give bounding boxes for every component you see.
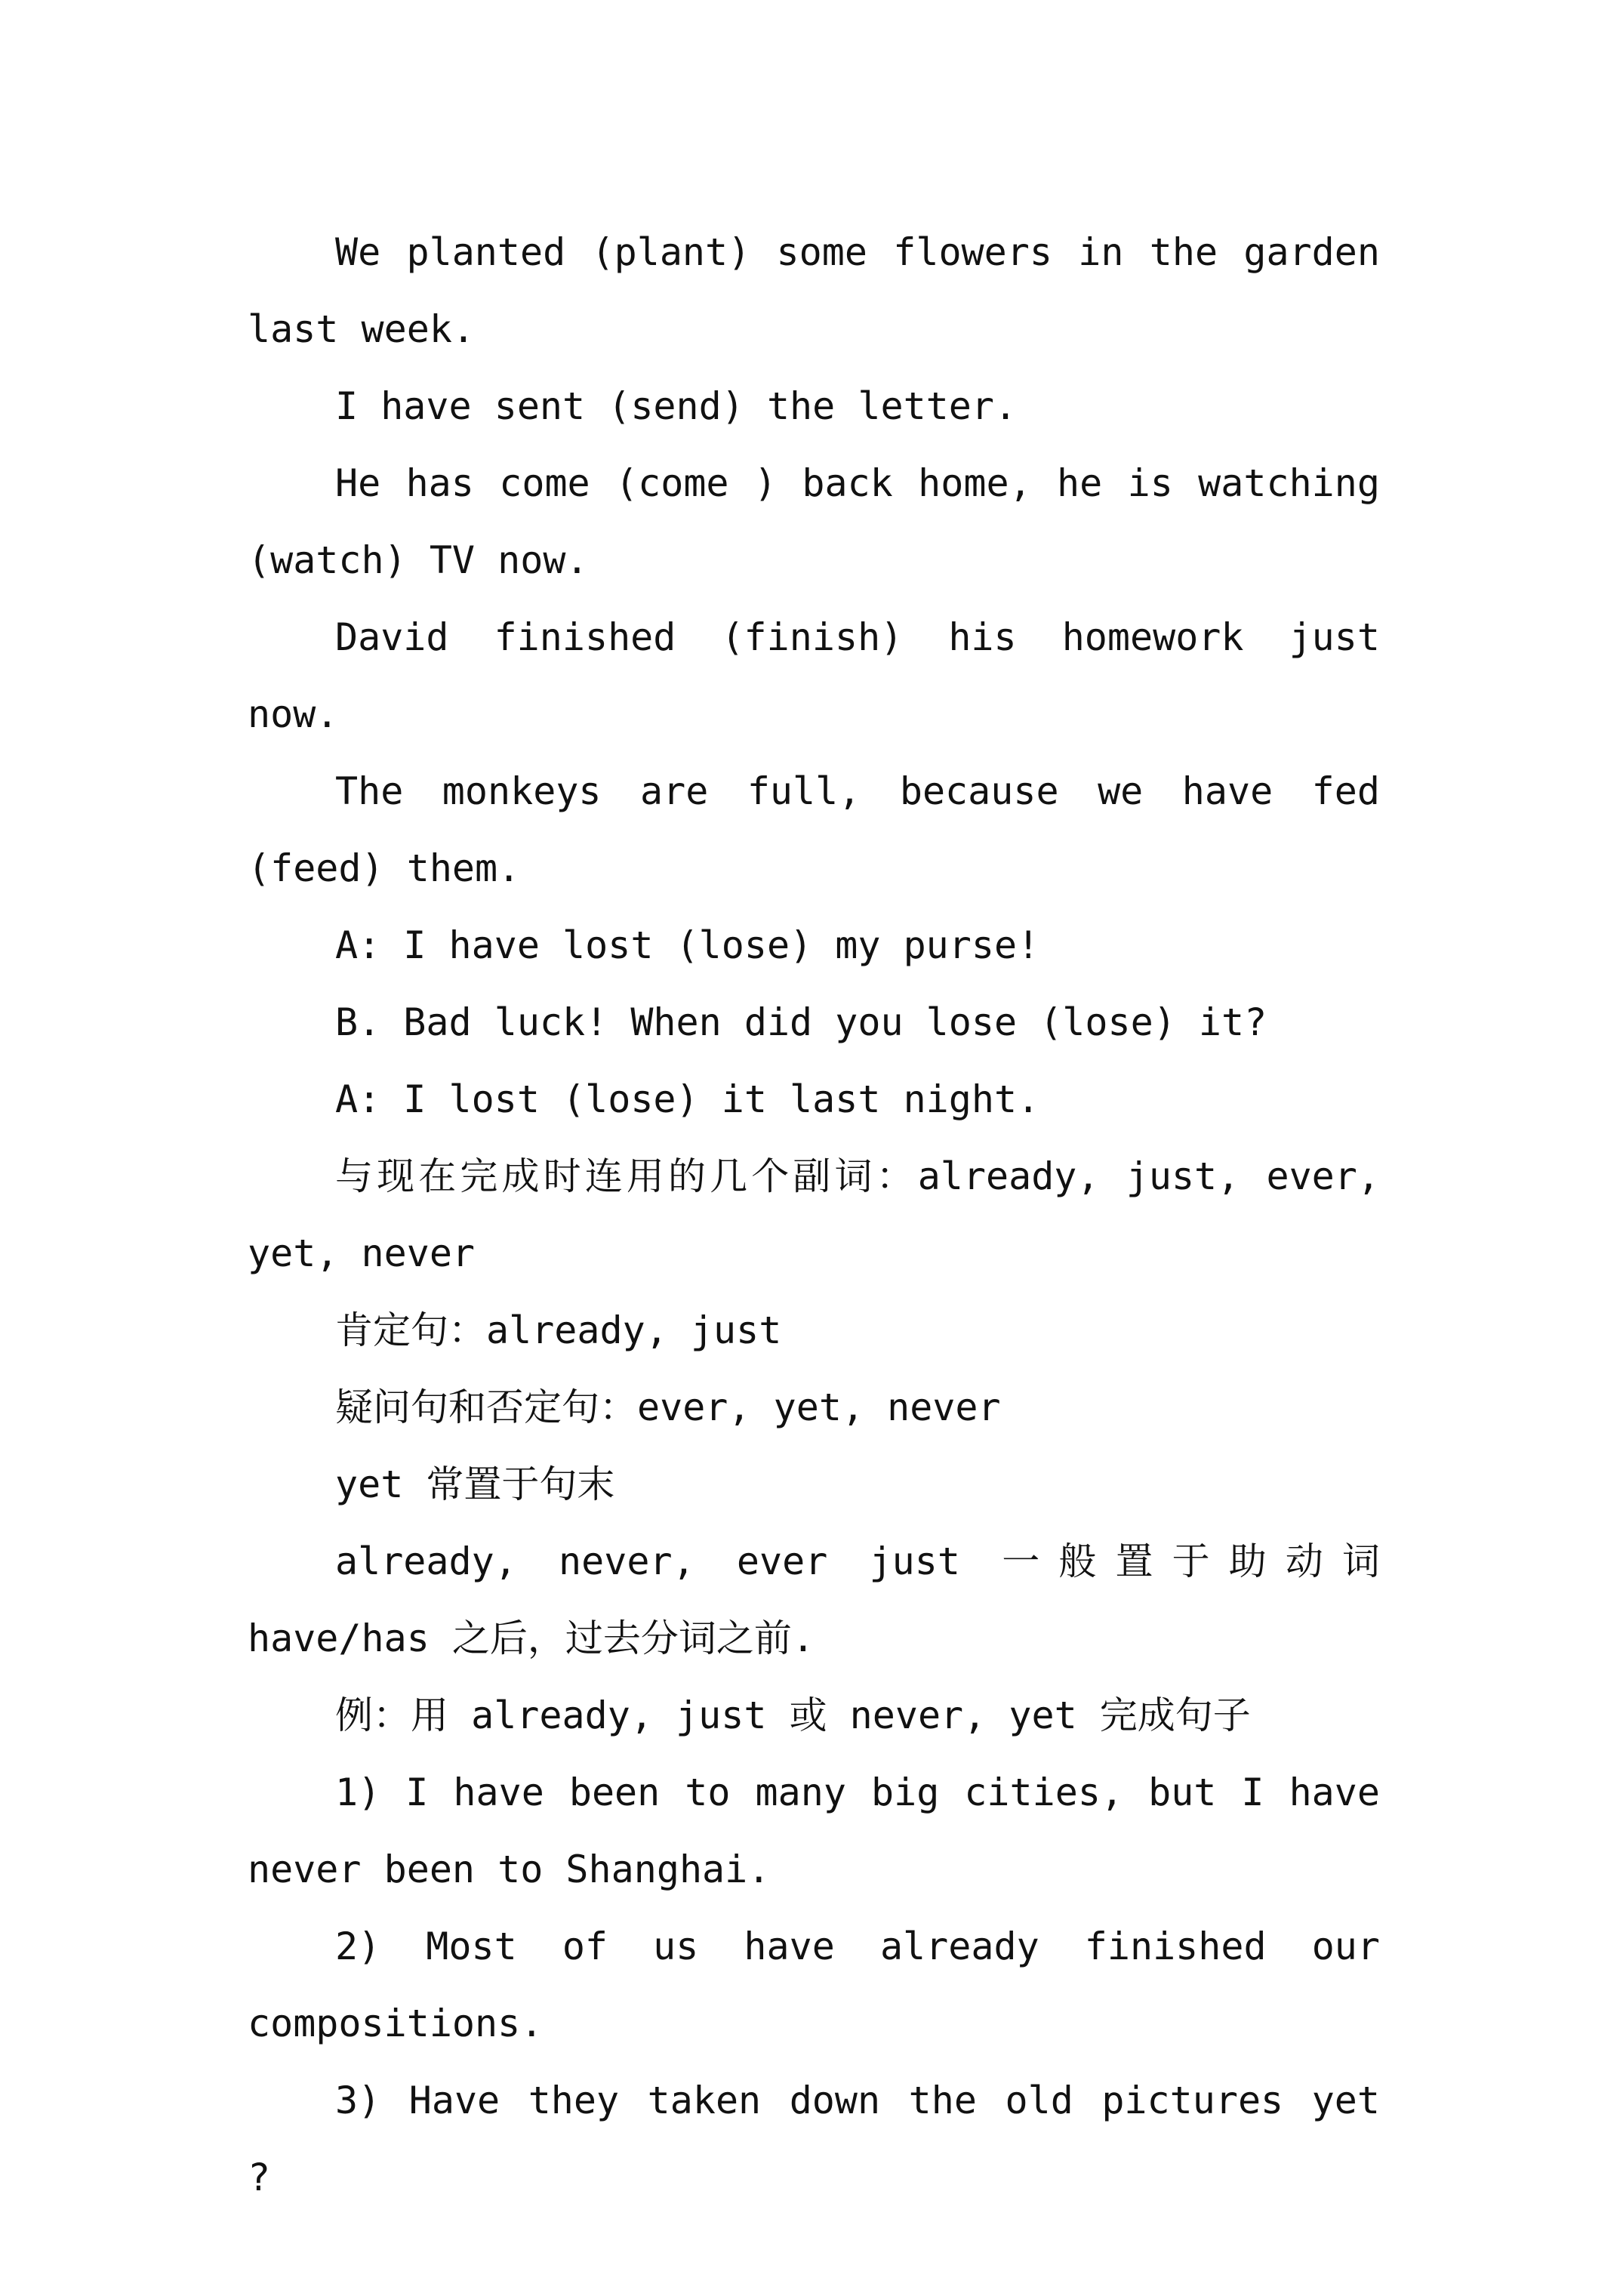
paragraph-4: David finished (finish) his homework just now.: [248, 615, 1380, 736]
paragraph-5: The monkeys are full, because we have fed (feed) them.: [248, 769, 1380, 890]
paragraph-16: 2) Most of us have already finished our compositions.: [248, 1925, 1380, 2045]
paragraph-15: 1) I have been to many big cities, but I have never been to Shanghai.: [248, 1771, 1380, 1891]
paragraph-14: 例：用 already, just 或 never, yet 完成句子: [335, 1693, 1251, 1737]
paragraph-9: 与现在完成时连用的几个副词：already, just, ever, yet, never: [248, 1154, 1380, 1275]
paragraph-7: B. Bad luck! When did you lose (lose) it?: [335, 1000, 1267, 1044]
paragraph-8: A: I lost (lose) it last night.: [335, 1077, 1040, 1121]
paragraph-3: He has come (come ) back home, he is watching (watch) TV now.: [248, 461, 1380, 582]
paragraph-10: 肯定句：already, just: [335, 1308, 782, 1352]
document-body: [248, 214, 1380, 2216]
paragraph-6: A: I have lost (lose) my purse!: [335, 923, 1040, 967]
paragraph-2: I have sent (send) the letter.: [335, 384, 1018, 428]
paragraph-11: 疑问句和否定句：ever, yet, never: [335, 1385, 1001, 1429]
paragraph-12: yet 常置于句末: [335, 1462, 615, 1506]
paragraph-1: We planted (plant) some flowers in the garden last week.: [248, 230, 1380, 351]
paragraph-13: already, never, ever just 一般置于助动词 have/has 之后，过去分词之前.: [248, 1539, 1380, 1660]
paragraph-17: 3) Have they taken down the old pictures yet ?: [248, 2079, 1380, 2199]
